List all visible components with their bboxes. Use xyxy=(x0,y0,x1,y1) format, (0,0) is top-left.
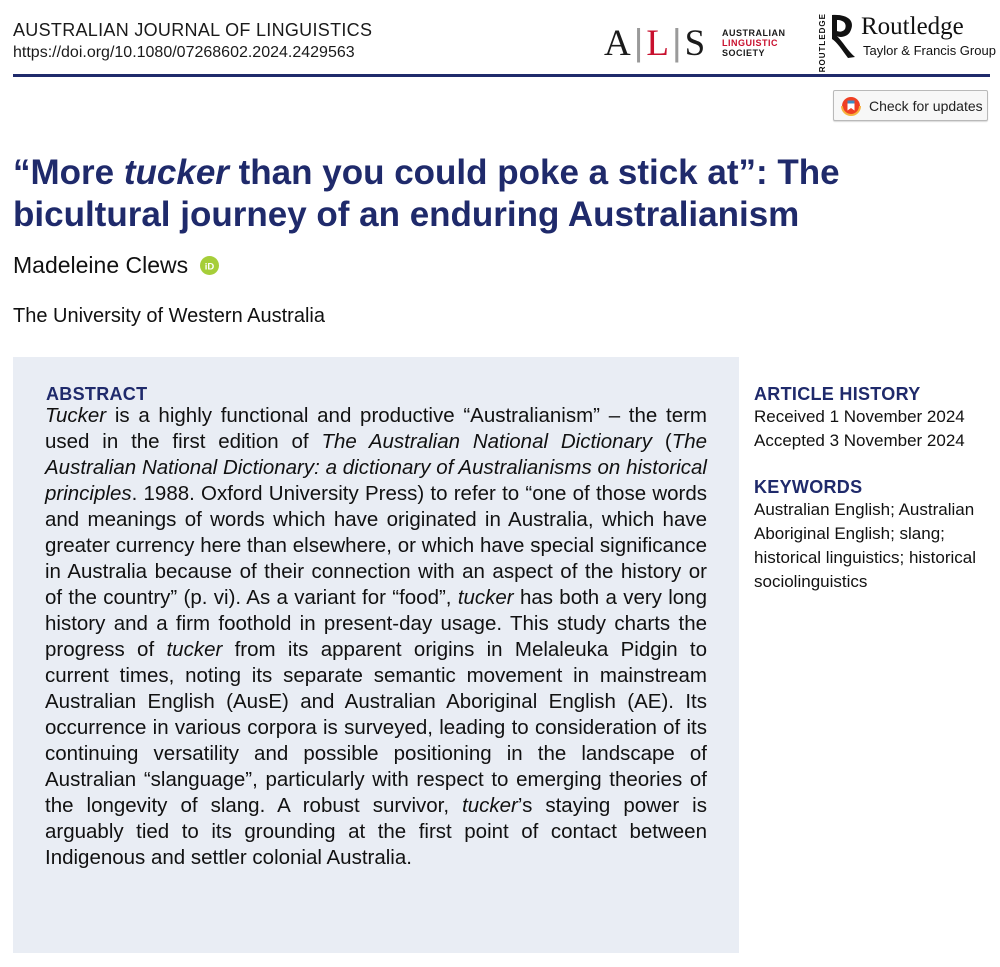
routledge-logo xyxy=(818,10,998,73)
abstract-text-run: is a highly functional and productive “Australianism” – the term used in the first edition of xyxy=(45,404,707,453)
abstract-italic-run: The Australian National Dictionary: a dictionary of Australianisms on historical principles xyxy=(45,430,708,505)
check-for-updates-label: Check for updates xyxy=(869,97,983,114)
article-history-heading: ARTICLE HISTORY xyxy=(754,384,921,404)
title-italic: tucker xyxy=(123,153,229,192)
als-letter-l: L xyxy=(646,23,670,64)
als-text-line1: AUSTRALIAN xyxy=(722,28,786,38)
title-part-2: than you could poke a stick at”: The bicultural journey of an enduring Australianism xyxy=(13,153,840,234)
author-affiliation: The University of Western Australia xyxy=(13,305,325,327)
als-text-line3: SOCIETY xyxy=(722,48,766,58)
abstract-text-run: ’s staying power is arguably tied to its grounding at the first point of contact between Indigenous and settler colonial Australia. xyxy=(45,794,707,869)
article-title xyxy=(13,152,993,236)
abstract-text xyxy=(45,403,707,871)
title-part-1: “More xyxy=(13,153,124,192)
abstract-heading: ABSTRACT xyxy=(46,384,148,404)
accepted-date: Accepted 3 November 2024 xyxy=(754,431,965,450)
routledge-name: Routledge xyxy=(861,13,964,40)
crossmark-icon xyxy=(841,96,861,116)
abstract-text-run: ( xyxy=(652,430,672,453)
als-logo: A|L|S AUSTRALIAN LINGUISTIC SOCIETY xyxy=(604,22,786,64)
als-text-line2: LINGUISTIC xyxy=(722,38,778,48)
keywords-heading: KEYWORDS xyxy=(754,477,863,497)
abstract-text-run: has both a very long history and a firm foothold in present-day usage. This study charts the progress of xyxy=(45,586,707,661)
received-date: Received 1 November 2024 xyxy=(754,407,965,426)
abstract-italic-run: tucker xyxy=(166,638,223,661)
routledge-vertical-text: ROUTLEDGE xyxy=(818,13,827,73)
check-for-updates-button[interactable] xyxy=(833,90,988,121)
routledge-group: Taylor & Francis Group xyxy=(863,43,996,58)
keywords-section xyxy=(754,477,994,594)
abstract-italic-run: tucker xyxy=(457,586,514,609)
abstract-text-run: from its apparent origins in Melaleuka Pidgin to current times, noting its separate semantic movement in mainstream Australian English (AusE) and Australian Aboriginal English (AE). Its occurrence in various corpora is surveyed, leading to consideration of its continuing versatility and possible positioning in the landscape of Australian “slanguage”, particularly with respect to emerging theories of the longevity of slang. A robust survivor, xyxy=(45,638,707,817)
keywords-list: Australian English; Australian Aboriginal English; slang; historical linguistics; historical sociolinguistics xyxy=(754,500,977,591)
als-letter-a: A xyxy=(604,23,632,64)
abstract-text-run: . 1988. Oxford University Press) to refer to “one of those words and meanings of words which have originated in Australia, which have greater currency here than elsewhere, or which have special significance in Australia because of their connection with an aspect of the history or of the country” (p. vi). As a variant for “food”, xyxy=(45,482,707,609)
abstract-italic-run: The Australian National Dictionary xyxy=(321,430,653,453)
abstract-italic-run: tucker xyxy=(462,794,518,817)
article-history xyxy=(754,384,994,453)
author-name[interactable]: Madeleine Clews xyxy=(13,252,189,278)
doi-link[interactable]: https://doi.org/10.1080/07268602.2024.2429563 xyxy=(13,44,355,61)
svg-text:iD: iD xyxy=(204,261,215,273)
header-divider xyxy=(13,74,990,77)
journal-name: AUSTRALIAN JOURNAL OF LINGUISTICS xyxy=(13,20,373,40)
abstract-italic-run: Tucker xyxy=(45,404,107,427)
als-letter-s: S xyxy=(684,23,707,64)
routledge-r-icon xyxy=(828,12,858,60)
author-line xyxy=(13,252,219,279)
orcid-icon[interactable] xyxy=(200,256,219,275)
